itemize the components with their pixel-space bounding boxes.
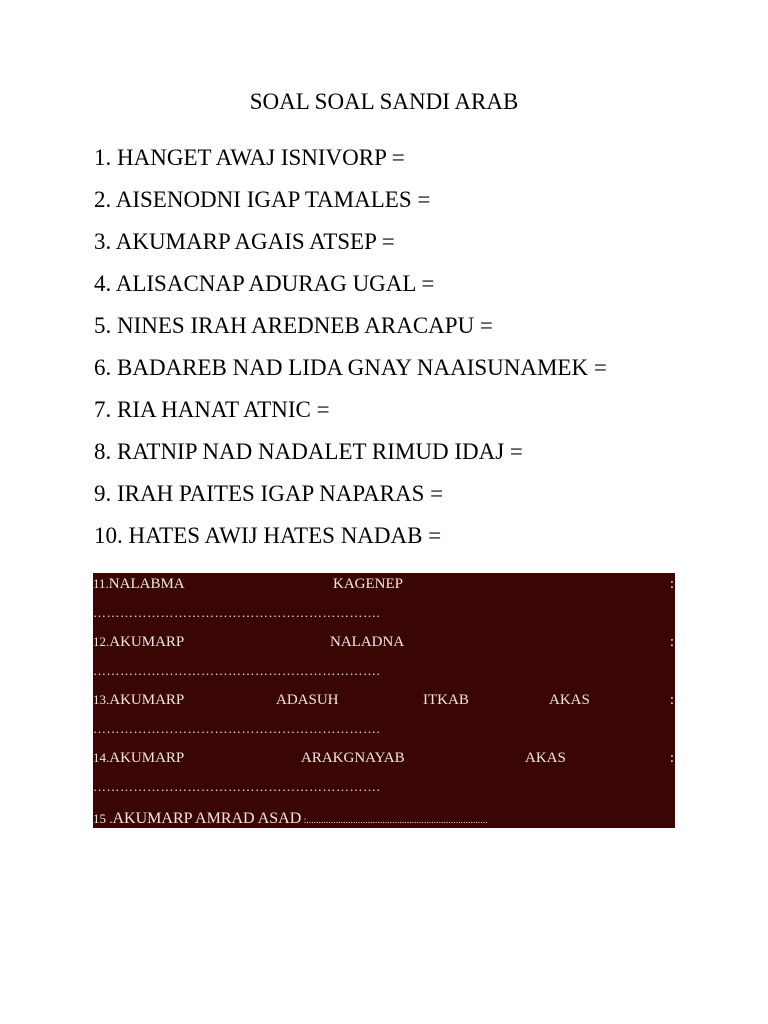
question-word: ITKAB <box>423 692 469 708</box>
page-title: SOAL SOAL SANDI ARAB <box>249 89 519 114</box>
answer-dots: :.......................................................................... <box>301 815 488 825</box>
question-text: AKUMARP AMRAD ASAD <box>112 810 302 827</box>
question-1: 1. HANGET AWAJ ISNIVORP = <box>94 145 405 170</box>
answer-dots: ………………………………………………………. <box>93 721 381 736</box>
answer-colon: : <box>669 634 674 650</box>
question-word: KAGENEP <box>333 576 403 592</box>
question-word: AKUMARP <box>109 634 185 650</box>
question-list <box>94 144 734 564</box>
question-number: 14. <box>93 750 110 765</box>
question-word: AKUMARP <box>109 692 185 708</box>
answer-colon: : <box>669 576 674 592</box>
question-6: 6. BADAREB NAD LIDA GNAY NAAISUNAMEK = <box>94 355 607 380</box>
question-3: 3. AKUMARP AGAIS ATSEP = <box>94 229 395 254</box>
question-word: ARAKGNAYAB <box>301 750 405 766</box>
question-13 <box>93 690 675 710</box>
question-7: 7. RIA HANAT ATNIC = <box>94 397 330 422</box>
question-10: 10. HATES AWIJ HATES NADAB = <box>94 523 442 548</box>
question-number: 11. <box>93 576 109 591</box>
question-5: 5. NINES IRAH AREDNEB ARACAPU = <box>94 313 493 338</box>
answer-colon: : <box>669 692 674 708</box>
question-number: 13. <box>93 692 110 707</box>
question-9: 9. IRAH PAITES IGAP NAPARAS = <box>94 481 444 506</box>
question-word: AKAS <box>549 692 590 708</box>
question-word: AKAS <box>525 750 566 766</box>
question-word: ADASUH <box>276 692 339 708</box>
question-2: 2. AISENODNI IGAP TAMALES = <box>94 187 431 212</box>
answer-dots: ………………………………………………………. <box>93 779 381 794</box>
question-12 <box>93 632 675 652</box>
question-number: 15 . <box>93 811 113 826</box>
question-word: NALADNA <box>330 634 405 650</box>
question-8: 8. RATNIP NAD NADALET RIMUD IDAJ = <box>94 439 523 464</box>
highlighted-question-box <box>93 573 675 828</box>
question-4: 4. ALISACNAP ADURAG UGAL = <box>94 271 435 296</box>
question-word: AKUMARP <box>109 750 185 766</box>
answer-dots: ………………………………………………………. <box>93 663 381 678</box>
answer-dots: ………………………………………………………. <box>93 605 381 620</box>
question-number: 12. <box>93 634 110 649</box>
answer-colon: : <box>669 750 674 766</box>
question-15 <box>93 809 488 828</box>
question-word: NALABMA <box>108 576 185 592</box>
question-14 <box>93 748 675 768</box>
question-11 <box>93 574 675 594</box>
